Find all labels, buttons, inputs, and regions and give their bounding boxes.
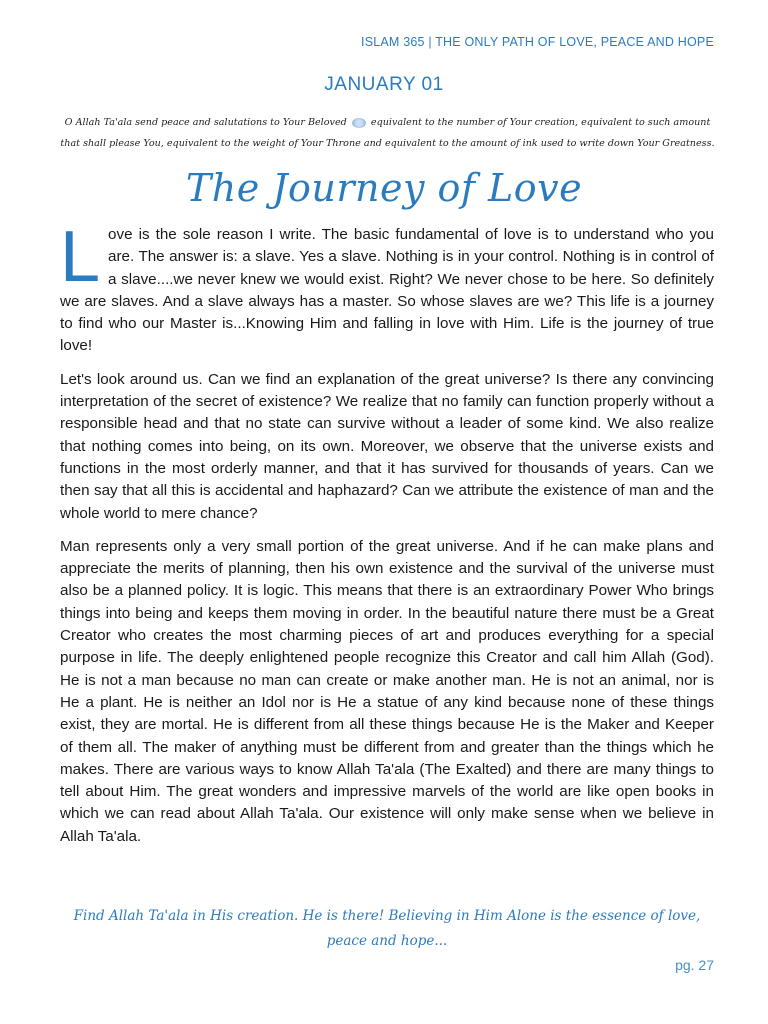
running-header: ISLAM 365 | THE ONLY PATH OF LOVE, PEACE AND HOPE <box>361 35 714 49</box>
date-heading: JANUARY 01 <box>324 74 444 95</box>
invocation <box>60 112 715 154</box>
salutation-calligraphy-icon <box>352 118 366 128</box>
page-number: pg. 27 <box>675 957 714 973</box>
paragraph-1 <box>60 217 714 358</box>
closing-quote: Find Allah Ta'ala in His creation. He is there! Believing in Him Alone is the essence of love, peace and hope... <box>73 908 701 949</box>
invocation-text-middle: equivalent to the number of Your creation, equivalent to such amount <box>370 117 711 128</box>
drop-cap: L <box>60 217 101 297</box>
paragraph-2: Let's look around us. Can we find an explanation of the great universe? Is there any convincing interpretation of the secret of existence? We realize that no family can function properly without a responsible head and that no state can survive without a leader of some kind. We also realize that nothing comes into being, on its own. Moreover, we observe that the universe exists and functions in the most orderly manner, and that it has survived for thousands of years. Can we then say that all this is accidental and haphazard? Can we attribute the existence of man and the whole world to mere chance? <box>60 370 714 522</box>
paragraph-3: Man represents only a very small portion of the great universe. And if he can make plans and appreciate the merits of planning, then his own existence and the survival of the universe must also be a planned policy. It is logic. This means that there is an extraordinary Power Who brings things into being and keeps them moving in order. In the beautiful nature there must be a Great Creator who creates the most charming pieces of art and produces everything for a special purpose in life. The deeply enlightened people recognize this Creator and call him Allah (God). He is not a man because no man can create or make another man. He is not an animal, nor is He a plant. He is neither an Idol nor is He a statue of any kind because none of these things exist, they are mortal. He is different from all these things because He is the Maker and Keeper of them all. The maker of anything must be different from and greater than the things which he makes. There are various ways to know Allah Ta'ala (The Exalted) and there are many things to tell about Him. The great wonders and impressive marvels of the world are like open books in which we can read about Allah Ta'ala. Our existence will only make sense when we believe in Allah Ta'ala. <box>60 537 714 845</box>
page-title: The Journey of Love <box>185 166 583 210</box>
invocation-text-start: O Allah Ta'ala send peace and salutations to Your Beloved <box>64 117 347 128</box>
paragraph-1-text: ove is the sole reason I write. The basic fundamental of love is to understand who you are. The answer is: a slave. Yes a slave. Nothing is in your control. Nothing is in control of a slave....we never knew we would exist. Right? We never chose to be here. So definitely we are slaves. And a slave always has a master. So whose slaves are we? This life is a journey to find who our Master is...Knowing Him and falling in love with Him. Life is the journey of true love! <box>60 226 714 355</box>
article-body <box>60 217 714 859</box>
invocation-text-end: that shall please You, equivalent to the weight of Your Throne and equivalent to the amount of ink used to write down Your Greatness. <box>60 138 715 149</box>
